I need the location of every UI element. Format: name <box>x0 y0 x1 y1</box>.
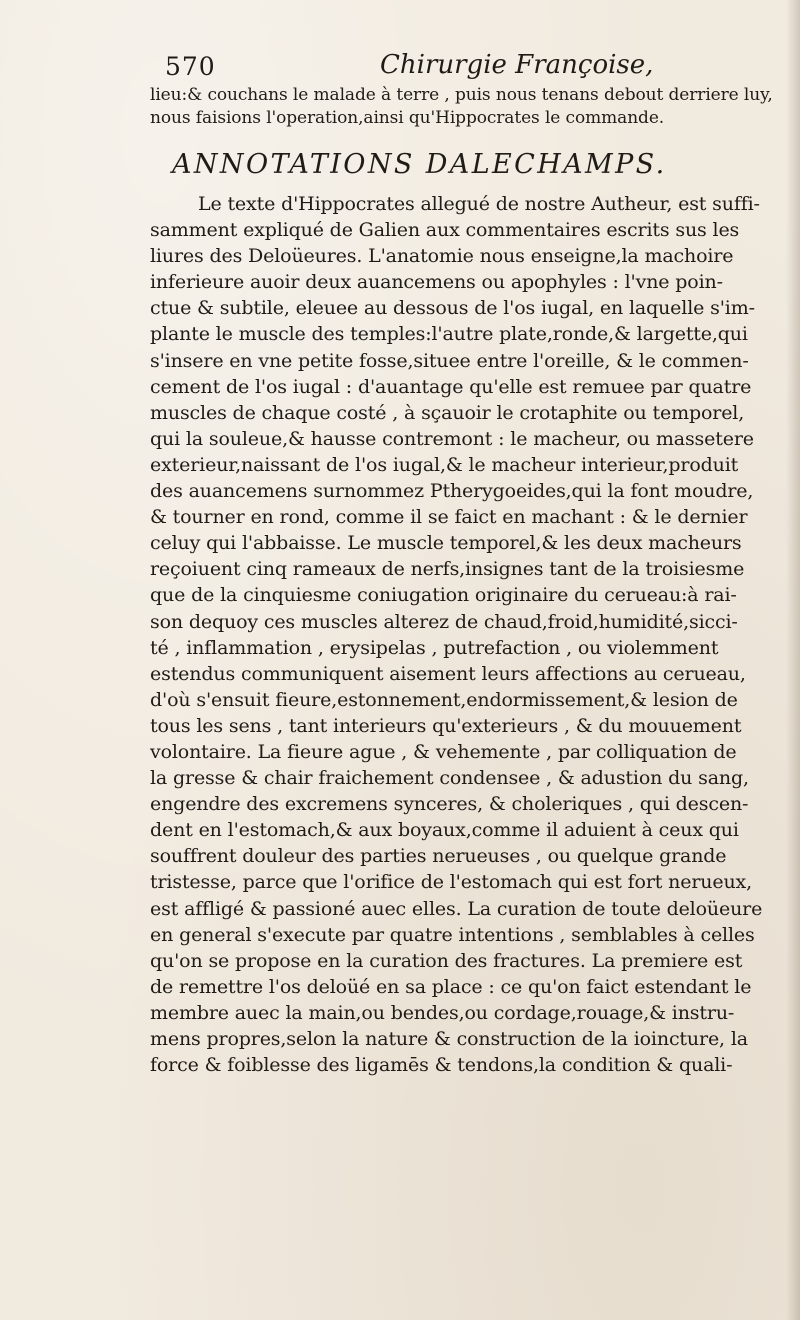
text-line: tous les sens , tant interieurs qu'exterieurs , & du mouuement <box>150 714 742 737</box>
text-line: reçoiuent cinq rameaux de nerfs,insignes tant de la troisiesme <box>150 558 745 581</box>
text-line: son dequoy ces muscles alterez de chaud,froid,humidité,sicci- <box>150 610 738 633</box>
text-line: la gresse & chair fraichement condensee , & adustion du sang, <box>150 767 749 790</box>
text-line: tristesse, parce que l'orifice de l'estomach qui est fort nerueux, <box>150 871 752 894</box>
text-line: plante le muscle des temples:l'autre plate,ronde,& largette,qui <box>150 323 748 346</box>
text-line: mens propres,selon la nature & construction de la ioincture, la <box>150 1028 748 1050</box>
text-line: d'où s'ensuit fieure,estonnement,endormissement,& lesion de <box>150 688 738 711</box>
text-line: volontaire. La fieure ague , & vehemente , par colliquation de <box>150 740 737 763</box>
text-line: est affligé & passioné auec elles. La curation de toute deloüeure <box>150 897 763 920</box>
text-line: celuy qui l'abbaisse. Le muscle temporel,& les deux macheurs <box>150 532 742 555</box>
text-line: de remettre l'os deloüé en sa place : ce qu'on faict estendant le <box>150 975 752 998</box>
page-number: 570 <box>165 52 216 81</box>
text-line: ctue & subtile, eleuee au dessous de l'os iugal, en laquelle s'im- <box>150 297 755 320</box>
text-line: dent en l'estomach,& aux boyaux,comme il aduient à ceux qui <box>150 819 739 842</box>
text-line: souffrent douleur des parties nerueuses , ou quelque grande <box>150 845 727 868</box>
body-text <box>150 84 780 1078</box>
text-line: que de la cinquiesme coniugation originaire du cerueau:à rai- <box>150 584 737 607</box>
text-line: samment expliqué de Galien aux commentaires escrits sus les <box>150 219 740 242</box>
text-line: cement de l'os iugal : d'auantage qu'elle est remuee par quatre <box>150 375 752 398</box>
text-line: nous faisions l'operation,ainsi qu'Hippocrates le commande. <box>150 107 665 128</box>
text-line: inferieure auoir deux auancemens ou apophyles : l'vne poin- <box>150 271 723 294</box>
text-line: exterieur,naissant de l'os iugal,& le macheur interieur,produit <box>150 453 739 476</box>
text-line: en general s'execute par quatre intentions , semblables à celles <box>150 923 755 946</box>
text-line: qu'on se propose en la curation des fractures. La premiere est <box>150 949 743 972</box>
text-line: force & foiblesse des ligamēs & tendons,la condition & quali- <box>150 1054 733 1077</box>
text-line: engendre des excremens synceres, & choleriques , qui descen- <box>150 793 749 816</box>
text-line: lieu:& couchans le malade à terre , puis nous tenans debout derriere luy, <box>150 85 773 105</box>
text-line: té , inflammation , erysipelas , putrefaction , ou violemment <box>150 636 719 659</box>
text-line: estendus communiquent aisement leurs affections au cerueau, <box>150 662 746 685</box>
text-line: s'insere en vne petite fosse,situee entre l'oreille, & le commen- <box>150 349 749 372</box>
page-edge-shadow <box>786 0 800 1320</box>
text-line: & tourner en rond, comme il se faict en machant : & le dernier <box>150 506 748 529</box>
running-title: Chirurgie Françoise, <box>380 50 654 80</box>
text-line: des auancemens surnommez Ptherygoeides,qui la font moudre, <box>150 480 754 503</box>
text-line: muscles de chaque costé , à sçauoir le crotaphite ou temporel, <box>150 401 745 424</box>
annotation-paragraph <box>150 191 780 1078</box>
text-line: liures des Deloüeures. L'anatomie nous enseigne,la machoire <box>150 245 734 268</box>
section-heading: ANNOTATIONS DALECHAMPS. <box>172 149 667 180</box>
text-line: qui la souleue,& hausse contremont : le macheur, ou massetere <box>150 427 754 450</box>
text-line: membre auec la main,ou bendes,ou cordage,rouage,& instru- <box>150 1001 735 1024</box>
intro-paragraph <box>150 84 780 129</box>
text-line: Le texte d'Hippocrates allegué de nostre Autheur, est suffi- <box>198 193 760 215</box>
page-header <box>165 48 785 84</box>
